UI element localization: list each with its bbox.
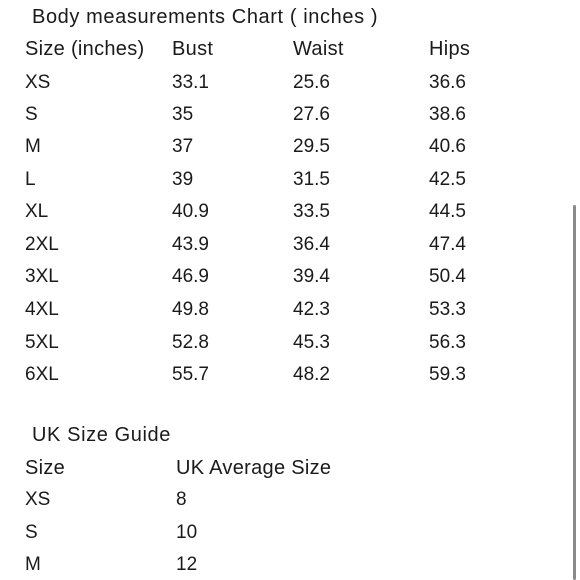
table-row [0, 487, 580, 513]
waist-cell: 42.3 [293, 299, 330, 320]
table-row [0, 520, 580, 546]
bust-cell: 55.7 [172, 364, 209, 385]
table-row [0, 232, 580, 258]
header-size: Size (inches) [25, 38, 145, 60]
uk-size-cell: 8 [176, 489, 187, 510]
table-row [0, 134, 580, 160]
uk-guide-header-row [0, 455, 580, 481]
bust-cell: 40.9 [172, 201, 209, 222]
hips-cell: 47.4 [429, 234, 466, 255]
header-size: Size [25, 457, 66, 479]
hips-cell: 38.6 [429, 104, 466, 125]
bust-cell: 46.9 [172, 266, 209, 287]
hips-cell: 42.5 [429, 169, 466, 190]
size-cell: 3XL [25, 266, 59, 287]
size-cell: 5XL [25, 332, 59, 353]
table-row [0, 70, 580, 96]
bust-cell: 52.8 [172, 332, 209, 353]
hips-cell: 36.6 [429, 72, 466, 93]
bust-cell: 37 [172, 136, 194, 157]
size-cell: XL [25, 201, 49, 222]
hips-cell: 56.3 [429, 332, 466, 353]
size-cell: XS [25, 72, 51, 93]
bust-cell: 49.8 [172, 299, 209, 320]
bust-cell: 35 [172, 104, 194, 125]
bust-cell: 39 [172, 169, 194, 190]
header-waist: Waist [293, 38, 344, 60]
table-row [0, 362, 580, 388]
header-hips: Hips [429, 38, 471, 60]
hips-cell: 40.6 [429, 136, 466, 157]
waist-cell: 48.2 [293, 364, 330, 385]
size-cell: S [25, 522, 38, 543]
waist-cell: 27.6 [293, 104, 330, 125]
uk-size-cell: 12 [176, 554, 198, 575]
waist-cell: 31.5 [293, 169, 330, 190]
size-cell: 2XL [25, 234, 59, 255]
size-cell: XS [25, 489, 51, 510]
size-cell: 6XL [25, 364, 59, 385]
hips-cell: 44.5 [429, 201, 466, 222]
waist-cell: 25.6 [293, 72, 330, 93]
table-row [0, 167, 580, 193]
header-bust: Bust [172, 38, 214, 60]
table-row [0, 330, 580, 356]
body-chart-header-row [0, 36, 580, 62]
table-row [0, 297, 580, 323]
table-row [0, 199, 580, 225]
uk-size-cell: 10 [176, 522, 198, 543]
table-row [0, 552, 580, 578]
size-cell: M [25, 136, 41, 157]
uk-guide-title: UK Size Guide [32, 424, 171, 446]
waist-cell: 33.5 [293, 201, 330, 222]
vertical-scrollbar[interactable] [573, 205, 576, 580]
table-row [0, 264, 580, 290]
waist-cell: 36.4 [293, 234, 330, 255]
body-chart-title: Body measurements Chart ( inches ) [32, 6, 379, 28]
size-cell: S [25, 104, 38, 125]
size-cell: M [25, 554, 41, 575]
size-cell: 4XL [25, 299, 59, 320]
hips-cell: 50.4 [429, 266, 466, 287]
waist-cell: 39.4 [293, 266, 330, 287]
bust-cell: 33.1 [172, 72, 209, 93]
hips-cell: 53.3 [429, 299, 466, 320]
header-uk-average-size: UK Average Size [176, 457, 332, 479]
waist-cell: 45.3 [293, 332, 330, 353]
size-cell: L [25, 169, 36, 190]
bust-cell: 43.9 [172, 234, 209, 255]
table-row [0, 102, 580, 128]
waist-cell: 29.5 [293, 136, 330, 157]
hips-cell: 59.3 [429, 364, 466, 385]
